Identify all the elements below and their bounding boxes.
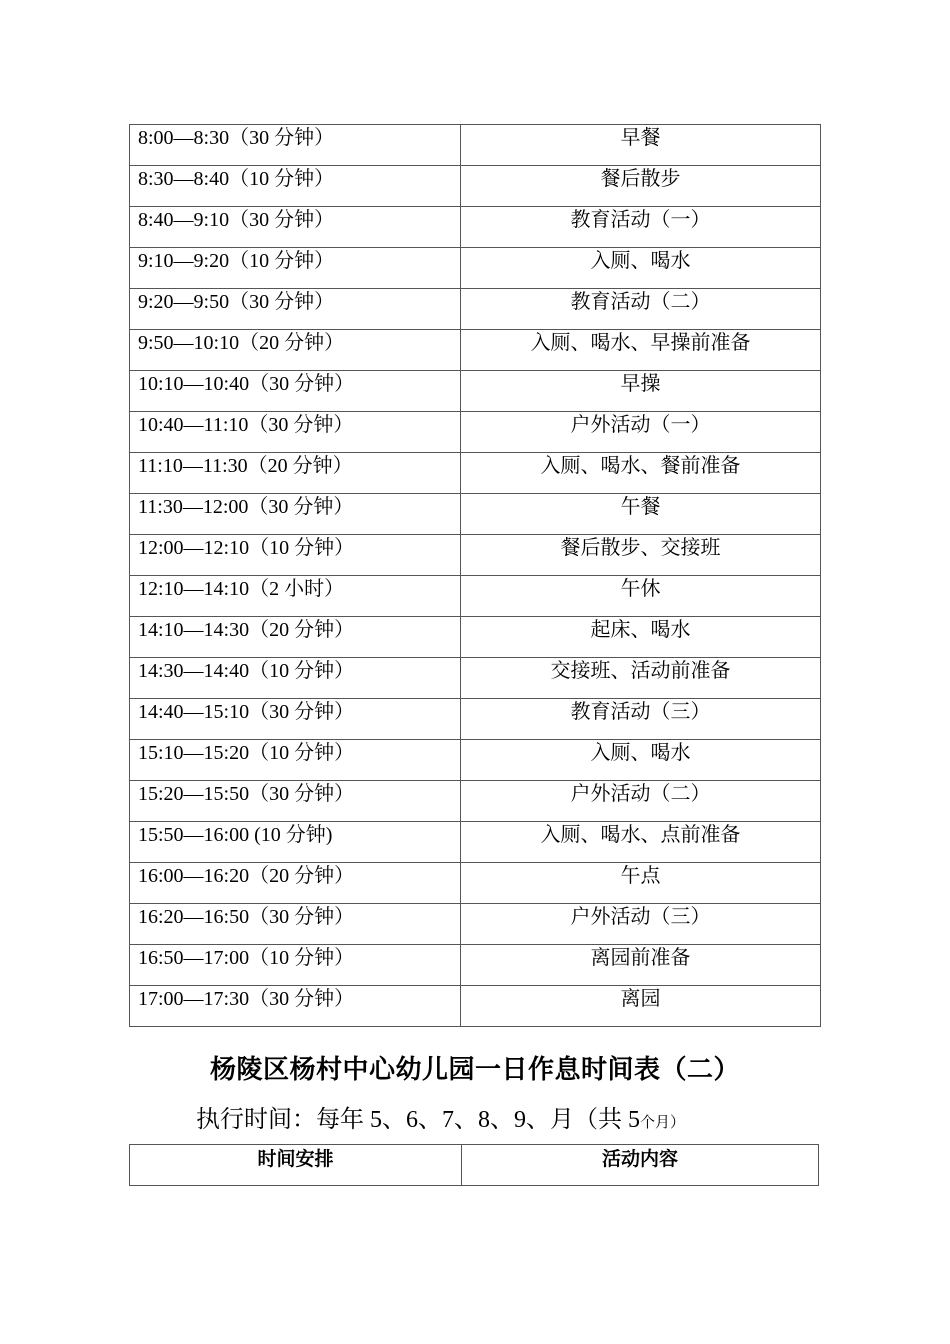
execution-period-text: 执行时间：每年 5、6、7、8、9、月（共 5	[196, 1107, 640, 1133]
time-cell: 12:00—12:10（10 分钟）	[130, 535, 461, 576]
schedule-row	[130, 986, 821, 1027]
time-cell: 9:50—10:10（20 分钟）	[130, 330, 461, 371]
activity-cell: 午点	[461, 863, 821, 904]
schedule-row	[130, 740, 821, 781]
activity-cell: 午餐	[461, 494, 821, 535]
activity-cell: 教育活动（一）	[461, 207, 821, 248]
activity-cell: 餐后散步、交接班	[461, 535, 821, 576]
time-cell: 14:40—15:10（30 分钟）	[130, 699, 461, 740]
time-cell: 9:20—9:50（30 分钟）	[130, 289, 461, 330]
schedule-title: 杨陵区杨村中心幼儿园一日作息时间表（二）	[209, 1055, 740, 1085]
schedule-row	[130, 453, 821, 494]
execution-period-close: ）	[670, 1115, 686, 1131]
activity-cell: 入厕、喝水	[461, 248, 821, 289]
schedule-row	[130, 289, 821, 330]
time-cell: 10:10—10:40（30 分钟）	[130, 371, 461, 412]
schedule-row	[130, 945, 821, 986]
time-cell: 14:10—14:30（20 分钟）	[130, 617, 461, 658]
activity-cell: 午休	[461, 576, 821, 617]
activity-cell: 入厕、喝水	[461, 740, 821, 781]
time-cell: 14:30—14:40（10 分钟）	[130, 658, 461, 699]
schedule-row	[130, 535, 821, 576]
time-cell: 15:50—16:00 (10 分钟)	[130, 822, 461, 863]
schedule-row	[130, 166, 821, 207]
schedule-row	[130, 576, 821, 617]
schedule-row	[130, 330, 821, 371]
time-cell: 8:40—9:10（30 分钟）	[130, 207, 461, 248]
time-cell: 16:20—16:50（30 分钟）	[130, 904, 461, 945]
time-cell: 17:00—17:30（30 分钟）	[130, 986, 461, 1027]
schedule-row	[130, 863, 821, 904]
activity-cell: 入厕、喝水、早操前准备	[461, 330, 821, 371]
schedule-row	[130, 822, 821, 863]
time-cell: 10:40—11:10（30 分钟）	[130, 412, 461, 453]
schedule-row	[130, 494, 821, 535]
activity-cell: 餐后散步	[461, 166, 821, 207]
schedule-row	[130, 617, 821, 658]
schedule-table-body	[130, 125, 821, 1027]
header-time-cell: 时间安排	[130, 1145, 462, 1186]
schedule-row	[130, 781, 821, 822]
schedule-row	[130, 699, 821, 740]
time-cell: 11:10—11:30（20 分钟）	[130, 453, 461, 494]
activity-cell: 早操	[461, 371, 821, 412]
execution-period	[196, 1104, 685, 1139]
schedule-row	[130, 125, 821, 166]
activity-cell: 户外活动（一）	[461, 412, 821, 453]
schedule-row	[130, 248, 821, 289]
activity-cell: 入厕、喝水、餐前准备	[461, 453, 821, 494]
time-cell: 9:10—9:20（10 分钟）	[130, 248, 461, 289]
schedule-table	[129, 124, 821, 1027]
time-cell: 8:30—8:40（10 分钟）	[130, 166, 461, 207]
header-row	[130, 1145, 819, 1186]
activity-cell: 教育活动（三）	[461, 699, 821, 740]
activity-cell: 离园	[461, 986, 821, 1027]
activity-cell: 起床、喝水	[461, 617, 821, 658]
schedule-header-table	[129, 1144, 819, 1186]
time-cell: 15:10—15:20（10 分钟）	[130, 740, 461, 781]
time-cell: 16:00—16:20（20 分钟）	[130, 863, 461, 904]
execution-period-unit: 个月	[640, 1115, 671, 1131]
activity-cell: 交接班、活动前准备	[461, 658, 821, 699]
schedule-row	[130, 207, 821, 248]
time-cell: 11:30—12:00（30 分钟）	[130, 494, 461, 535]
activity-cell: 教育活动（二）	[461, 289, 821, 330]
activity-cell: 入厕、喝水、点前准备	[461, 822, 821, 863]
activity-cell: 户外活动（三）	[461, 904, 821, 945]
schedule-row	[130, 658, 821, 699]
schedule-row	[130, 904, 821, 945]
activity-cell: 早餐	[461, 125, 821, 166]
schedule-row	[130, 371, 821, 412]
header-activity-cell: 活动内容	[462, 1145, 819, 1186]
time-cell: 15:20—15:50（30 分钟）	[130, 781, 461, 822]
activity-cell: 户外活动（二）	[461, 781, 821, 822]
schedule-row	[130, 412, 821, 453]
time-cell: 16:50—17:00（10 分钟）	[130, 945, 461, 986]
time-cell: 12:10—14:10（2 小时）	[130, 576, 461, 617]
activity-cell: 离园前准备	[461, 945, 821, 986]
time-cell: 8:00—8:30（30 分钟）	[130, 125, 461, 166]
